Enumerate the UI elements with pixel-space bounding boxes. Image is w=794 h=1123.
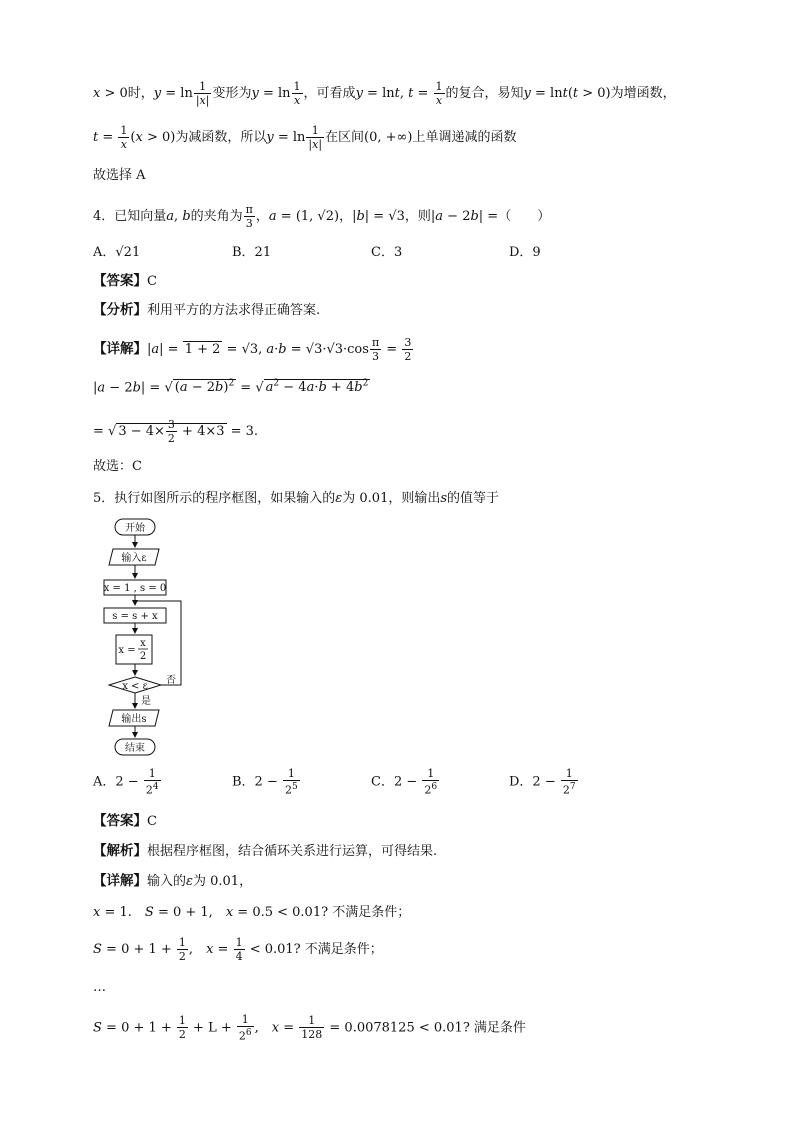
q5-analysis	[93, 843, 437, 860]
answer-value: C	[147, 274, 157, 289]
flow-end-label: 结束	[125, 743, 145, 754]
answer-value: C	[147, 814, 157, 829]
q5-detail-0: 【详解】输入的ε为 0.01，	[93, 873, 253, 889]
q5-answer	[93, 813, 157, 830]
q5-option-a: A．2 − $\frac{1}{2^4}$	[93, 767, 159, 797]
q4-option-b: B．21	[232, 245, 272, 260]
detail-tag: 【详解】	[93, 341, 147, 357]
analysis-tag: 【分析】	[93, 302, 147, 318]
flow-update-x-lhs: x =	[118, 645, 136, 656]
q5-stem: 5．执行如图所示的程序框图，如果输入的ε为 0.01，则输出s的值等于	[93, 491, 500, 506]
analysis-tag: 【解析】	[93, 843, 147, 859]
q5-step-2: S = 0 + 1 + $\frac{1}{2}$ , x = $\frac{1}{4}$ < 0.01? 不满足条件；	[93, 936, 383, 963]
intro-line-1: x > 0时，y = ln $\frac{1}{|x|}$ 变形为y = ln $\frac{1}{x}$ ，可看成y = lnt, t = $\frac{1}{x}$ 的复合，易知y = lnt(t > 0)为增函数，	[93, 80, 676, 107]
q5-option-c: C．2 − $\frac{1}{2^6}$	[371, 767, 438, 797]
q4-detail-1: 【详解】|a| = 1 + 2 = √3, a·b = √3·√3·cos $\frac{\pi}{3}$ = $\frac{3}{2}$	[93, 336, 412, 363]
q4-conclusion: 故选：C	[93, 459, 142, 474]
flow-output-label: 输出s	[121, 714, 147, 725]
flow-update-x-den: 2	[139, 651, 147, 662]
q4-detail-2: |a − 2b| = √ $(a - 2b)^2$ = √ $a^2 - 4a\cdot b + 4b^2$	[93, 379, 369, 396]
q4-option-a: A．√21	[93, 245, 141, 260]
q5-step-last: S = 0 + 1 + $\frac{1}{2}$ + L + $\frac{1}{2^6}$ , x = $\frac{1}{128}$ = 0.0078125 < 0.01? 满足条件	[93, 1013, 526, 1043]
answer-tag: 【答案】	[93, 813, 147, 829]
flow-condition-label: x < ε	[122, 681, 148, 692]
q4-analysis	[93, 302, 320, 319]
q4-stem: 4．已知向量a, b的夹角为 $\frac{\pi}{3}$ ，a = (1, √2)，|b| = √3，则|a − 2b| =（ ）	[93, 203, 551, 230]
flow-yes-label: 是	[141, 696, 151, 707]
intro-line-3: 故选择 A	[93, 168, 146, 183]
flow-init-label: x = 1 , s = 0	[103, 583, 167, 594]
q4-detail-3: = √ 3 − 4× $\frac{3}{2}$ + 4×3 = 3.	[93, 418, 259, 445]
flow-update-x-num: x	[140, 638, 146, 649]
q5-step-1: x = 1. S = 0 + 1, x = 0.5 < 0.01? 不满足条件；	[93, 905, 411, 920]
flow-no-label: 否	[166, 675, 176, 686]
q4-answer	[93, 273, 157, 290]
flow-update-s-label: s = s + x	[112, 611, 158, 622]
q5-ellipsis: …	[93, 980, 106, 995]
intro-line-2: t = $\frac{1}{x}$ (x > 0)为减函数，所以y = ln $\frac{1}{|x|}$ 在区间(0, +∞)上单调递减的函数	[93, 124, 517, 151]
flow-input-label: 输入ε	[121, 553, 147, 564]
q5-option-b: B．2 − $\frac{1}{2^5}$	[232, 767, 298, 797]
analysis-text: 根据程序框图，结合循环关系进行运算，可得结果.	[147, 844, 438, 859]
q4-option-c: C．3	[371, 245, 403, 260]
q5-option-d: D．2 − $\frac{1}{2^7}$	[509, 767, 576, 797]
flowchart	[95, 515, 205, 760]
q4-option-d: D．9	[509, 245, 541, 260]
detail-tag: 【详解】	[93, 873, 147, 889]
flow-start-label: 开始	[125, 523, 145, 534]
analysis-text: 利用平方的方法求得正确答案.	[147, 303, 321, 318]
answer-tag: 【答案】	[93, 273, 147, 289]
